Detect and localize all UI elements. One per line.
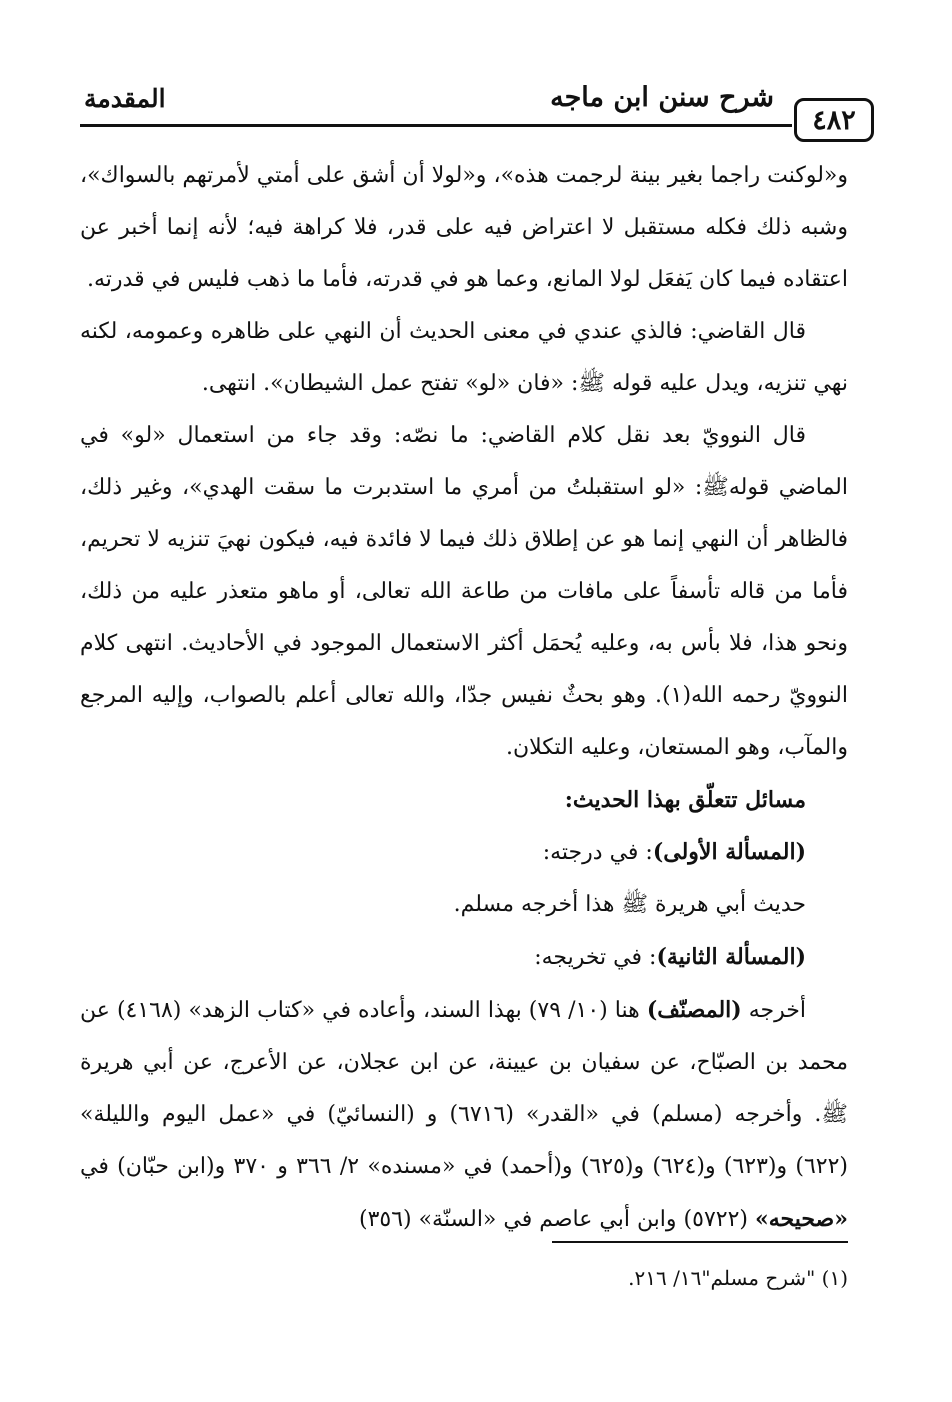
question-2-label: (المسألة الثانية) xyxy=(656,944,806,970)
header-rule xyxy=(80,124,792,127)
paragraph-final-c: (٥٧٢٢) وابن أبي عاصم في «السنّة» (٣٥٦) xyxy=(358,1207,755,1232)
section-title: المقدمة xyxy=(84,84,166,113)
footnote-rule xyxy=(552,1241,848,1243)
paragraph-3: قال النوويّ بعد نقل كلام القاضي: ما نصّه: وقد جاء من استعمال «لو» في الماضي قولهﷺ: «لو استقبلتُ من أمري ما استدبرت ما سقت الهدي»، وغير ذلك، فالظاهر أن النهي إنما هو عن إطلاق ذلك فيما لا فائدة فيه، فيكون نهيَ تنزيه لا تحريم، فأما من قاله تأسفاً على مافات من طاعة الله تعالى، أو ماهو متعذر عليه من ذلك، ونحو هذا، فلا بأس به، وعليه يُحمَل أكثر الاستعمال الموجود في الأحاديث. انتهى كلام النوويّ رحمه الله(١). وهو بحثٌ نفيس جدّا، والله تعالى أعلم بالصواب، وإليه المرجع والمآب، وهو المستعان، وعليه التكلان. xyxy=(80,423,848,760)
paragraph-final-b: هنا (١٠/ ٧٩) بهذا السند، وأعاده في «كتاب الزهد» (٤١٦٨) عن محمد بن الصبّاح، عن سفيان بن عيينة، عن ابن عجلان، عن الأعرج، عن أبي هريرة ﷺ. وأخرجه (مسلم) في «القدر» (٦٧١٦) و (النسائيّ) في «عمل اليوم والليلة» (٦٢٢) و(٦٢٣) و(٦٢٤) و(٦٢٥) و(أحمد) في «مسنده» ٢/ ٣٦٦ و ٣٧٠ و(ابن حبّان) في xyxy=(80,998,848,1179)
paragraph-final-sahih: «صحيحه» xyxy=(754,1206,848,1232)
question-2-rest: : في تخريجه: xyxy=(534,945,657,970)
question-2 xyxy=(80,931,848,984)
paragraph-final xyxy=(80,984,848,1246)
section-heading: مسائل تتعلّق بهذا الحديث: xyxy=(564,787,806,813)
question-1-label: (المسألة الأولى) xyxy=(652,839,806,865)
question-1-text: حديث أبي هريرة ﷺ هذا أخرجه مسلم. xyxy=(453,892,806,917)
question-1 xyxy=(80,826,848,879)
paragraph-2: قال القاضي: فالذي عندي في معنى الحديث أن النهي على ظاهره وعمومه، لكنه نهي تنزيه، ويدل عليه قوله ﷺ: «فان «لو» تفتح عمل الشيطان». انتهى. xyxy=(80,319,848,396)
body-text xyxy=(80,150,848,1246)
paragraph-1: و«لوكنت راجما بغير بينة لرجمت هذه»، و«لولا أن أشق على أمتي لأمرتهم بالسواك»، وشبه ذلك فكله مستقبل لا اعتراض فيه على قدر، فلا كراهة فيه؛ لأنه إنما أخبر عن اعتقاده فيما كان يَفعَل لولا المانع، وعما هو في قدرته، فأما ما ذهب فليس في قدرته. xyxy=(80,163,848,292)
book-title: شرح سنن ابن ماجه xyxy=(550,82,774,113)
paragraph-final-a: أخرجه xyxy=(741,998,806,1023)
page-number: ٤٨٢ xyxy=(794,98,874,142)
footnote: (١) "شرح مسلم"١٦/ ٢١٦. xyxy=(628,1266,848,1290)
paragraph-final-musannif: (المصنّف) xyxy=(646,997,742,1023)
question-1-rest: : في درجته: xyxy=(542,840,653,865)
